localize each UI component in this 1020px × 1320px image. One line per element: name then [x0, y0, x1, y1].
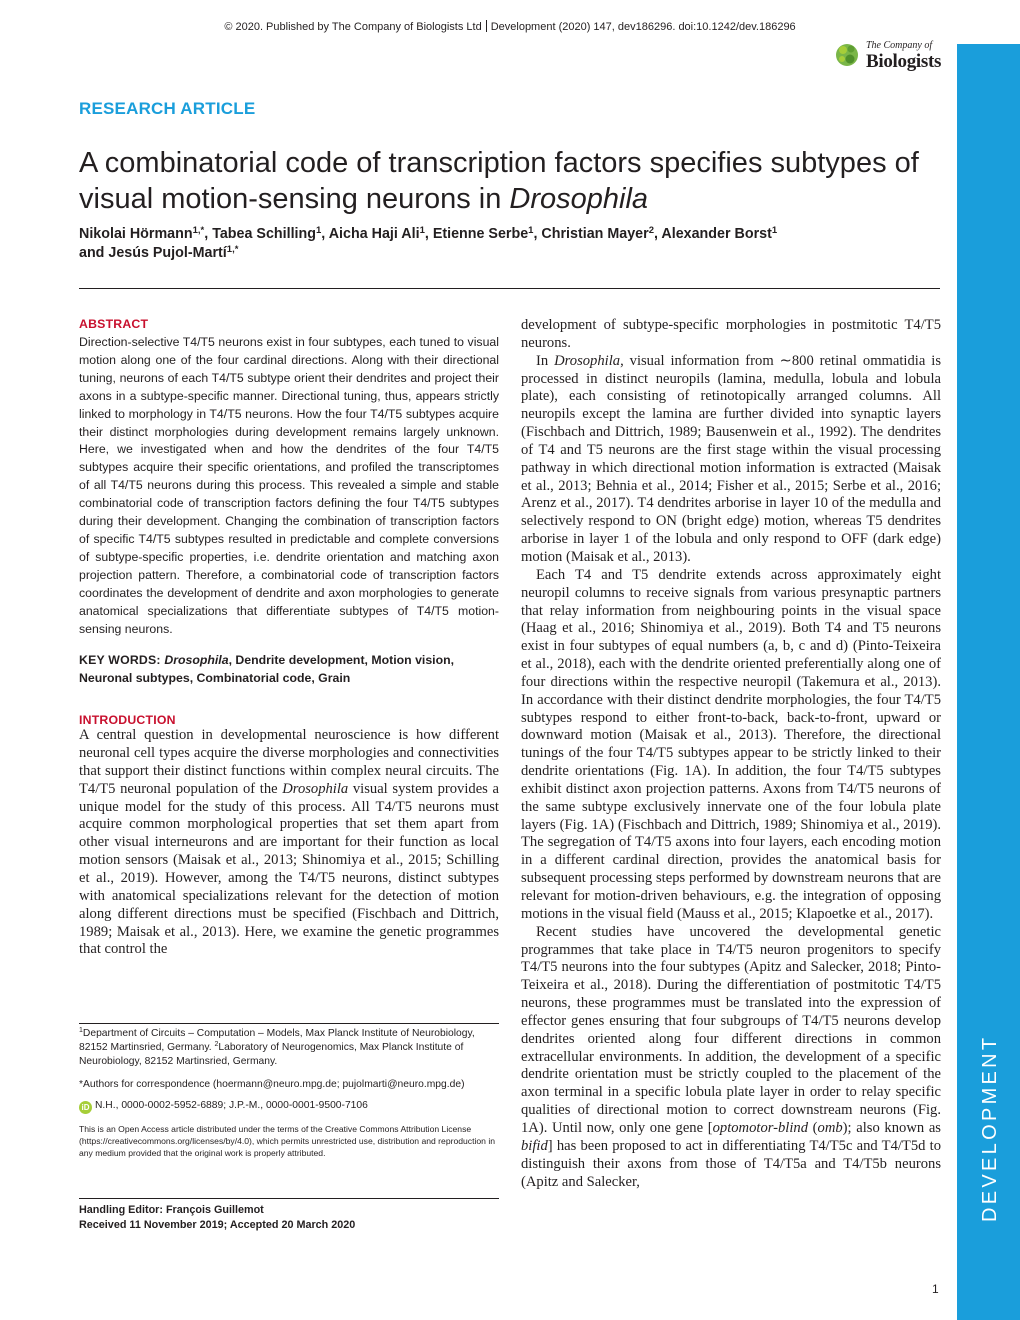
- correspondence[interactable]: *Authors for correspondence (hoermann@neuro.mpg.de; pujolmarti@neuro.mpg.de): [79, 1079, 465, 1090]
- body-text: (: [808, 1119, 818, 1136]
- affiliations: [79, 1027, 499, 1069]
- author-affiliation: 1,*: [226, 244, 239, 255]
- author-name[interactable]: Tabea Schilling: [212, 226, 316, 242]
- affiliation-2: Laboratory of Neurogenomics, Max Planck Institute of Neurobiology, 82152 Martinsried, Germany.: [79, 1042, 464, 1067]
- author-affiliation: 1,*: [192, 225, 205, 236]
- orcid-line: [79, 1099, 499, 1114]
- editor-divider: [79, 1198, 499, 1199]
- keyword-species: Drosophila: [164, 653, 229, 668]
- body-paragraph-1: development of subtype-specific morphologies in postmitotic T4/T5 neurons.: [521, 317, 941, 351]
- gene-abbrev: omb: [817, 1119, 843, 1136]
- page-number: 1: [932, 1282, 939, 1296]
- abstract-text: Direction-selective T4/T5 neurons exist in four subtypes, each tuned to visual motion along one of the four cardinal directions. Along with their directional tuning, neurons of each T4/T5 subtype orient their dendrites and project their axons in a subtype-specific manner. Directional tuning, thus, appears strictly linked to morphology in T4/T5 neurons. How the four T4/T5 subtypes acquire their distinct morphologies during development remains largely unknown. Here, we investigated when and how the dendrites of the four T4/T5 subtypes acquire their specific orientations, and profiled the transcriptomes of all T4/T5 neurons during this process. This revealed a simple and stable combinatorial code of transcription factors defining the four T4/T5 subtypes during their development. Changing the combination of transcription factors of specific T4/T5 subtypes resulted in predictable and complete conversions of subtype-specific properties, i.e. dendrite orientation and matching axon projection pattern. Therefore, a combinatorial code of transcription factors coordinates the development of dendrite and axon morphologies to generate anatomical specializations that differentiate subtypes of T4/T5 motion-sensing neurons.: [79, 335, 499, 636]
- gene-alias: bifid: [521, 1137, 548, 1154]
- body-species: Drosophila: [554, 352, 621, 369]
- body-text: In: [536, 352, 555, 369]
- license-text: This is an Open Access article distributed under the terms of the Creative Commons Attribution License (https://creativecommons.org/licenses/by/4.0), which permits unrestricted use, distribution and reproduction in any medium provided that the original work is properly attributed.: [79, 1124, 496, 1158]
- author-separator: ,: [424, 226, 433, 242]
- affiliation-marker: 2: [214, 1041, 219, 1048]
- body-text: ] has been proposed to act in differentiating T4/T5c and T4/T5d to distinguish their axons from those of T4/T5a and T4/T5b neurons (Apitz and Salecker,: [521, 1137, 941, 1190]
- logo-text-main: Biologists: [866, 51, 942, 72]
- footnotes: [79, 1027, 499, 1159]
- right-column: [521, 317, 941, 1191]
- body-paragraph-4: [521, 924, 941, 1192]
- author-name[interactable]: Nikolai Hörmann: [79, 226, 193, 242]
- author-separator: ,: [653, 226, 662, 242]
- intro-text: A central question in developmental neuroscience is how different neuronal cell types acquire the diverse morphologies and connectivities that support their distinct functions within complex neural circuits. The T4/T5 neuronal population of the: [79, 727, 499, 797]
- keywords: [79, 652, 499, 688]
- orcid-ids[interactable]: N.H., 0000-0002-5952-6889; J.P.-M., 0000-0001-9500-7106: [95, 1100, 368, 1111]
- body-text: Recent studies have uncovered the developmental genetic programmes that take place in T4/T5 neuron progenitors to specify T4/T5 neurons into the four subtypes (Apitz and Salecker, 2018; Pinto-Teixeira et al., 2018). During the differentiation of postmitotic T4/T5 neurons, these programmes must be translated into the expression of effector genes ensuring that four subgroups of T4/T5 neurons develop dendrites oriented along four different directions in common extracellular environments. In addition, the development of a specific dendrite orientation must be strictly coupled to the placement of the axon terminal in a specific lobula plate layer in order to relay specific qualities of directional motion to correct downstream neurons (Fig. 1A). Until now, only one gene [: [521, 923, 941, 1136]
- header-divider: [79, 288, 940, 289]
- footnote-divider: [79, 1023, 499, 1024]
- received-accepted: Received 11 November 2019; Accepted 20 March 2020: [79, 1219, 356, 1231]
- author-separator: ,: [533, 226, 542, 242]
- author-name[interactable]: Jesús Pujol-Martí: [108, 245, 227, 261]
- body-text: ); also known as: [842, 1119, 941, 1136]
- citation-line: [0, 20, 1020, 33]
- citation-divider: [486, 20, 487, 32]
- sidebar-label-text: DEVELOPMENT: [979, 1034, 1001, 1222]
- orcid-icon[interactable]: iD: [79, 1101, 92, 1114]
- author-affiliation: 1: [528, 225, 534, 236]
- article-title: [79, 145, 939, 217]
- introduction-heading: INTRODUCTION: [79, 713, 176, 728]
- keywords-label: KEY WORDS:: [79, 653, 165, 668]
- editorial-info: [79, 1203, 499, 1233]
- intro-species: Drosophila: [282, 780, 349, 797]
- author-name[interactable]: Aicha Haji Ali: [328, 226, 420, 242]
- left-column: [79, 317, 499, 959]
- author-name[interactable]: Etienne Serbe: [432, 226, 529, 242]
- abstract-heading: ABSTRACT: [79, 317, 149, 331]
- intro-text-cont: visual system provides a unique model for the study of this process. All T4/T5 neurons must acquire common morphological properties that set them apart from other visual interneurons and are important for their function as local motion sensors (Maisak et al., 2013; Shinomiya et al., 2015; Schilling et al., 2019). However, among the T4/T5 neurons, distinct subtypes with anatomical specializations relevant for the detection of motion along different directions must be specified (Fischbach and Dittrich, 1989; Maisak et al., 2013). Here, we examine the genetic programmes that control the: [79, 780, 500, 958]
- gene-name: optomotor-blind: [712, 1119, 808, 1136]
- keywords-list: , Dendrite development, Motion vision, Neuronal subtypes, Combinatorial code, Grain: [79, 653, 455, 686]
- logo-text-top: The Company of: [866, 40, 933, 51]
- author-name[interactable]: Christian Mayer: [541, 226, 649, 242]
- journal-citation: Development (2020) 147, dev186296. doi:10.1242/dev.186296: [490, 21, 796, 33]
- body-paragraph-2: [521, 353, 941, 567]
- publisher-logo[interactable]: [834, 38, 954, 72]
- introduction-paragraph: [79, 727, 499, 959]
- body-paragraph-3: Each T4 and T5 dendrite extends across approximately eight neuropil columns to receive signals from various presynaptic partners that relay information from neighbouring points in the visual space (Haag et al., 2016; Shinomiya et al., 2019). Both T4 and T5 neurons exist in four subtypes of equal numbers (a, b, c and d) (Pinto-Teixeira et al., 2018), each with the dendrite oriented preferentially along one of four directions within the respective neuropil (Takemura et al., 2013). In accordance with their distinct dendrite morphologies, the four T4/T5 subtypes respond to either front-to-back, back-to-front, upward or downward motion (Maisak et al., 2013). Therefore, the directional tunings of the four T4/T5 subtypes appear to be strictly linked to their dendrite orientations (Fig. 1A). In addition, the four T4/T5 subtypes exhibit distinct axon projection patterns. Axons from T4/T5 neurons of the same subtype exclusively innervate one of the four lobula plate layers (Fig. 1A) (Fischbach and Dittrich, 1989; Shinomiya et al., 2019). The segregation of T4/T5 axons into four layers, each encoding motion in a different cardinal direction, provides the anatomical basis for subsequent processing steps performed by downstream neurons that are relevant for motion-driven behaviours, e.g. the integration of opposing motions in the visual field (Mauss et al., 2015; Klapoetke et al., 2017).: [521, 566, 941, 922]
- affiliation-1: Department of Circuits – Computation – Models, Max Planck Institute of Neurobiology, 82152 Martinsried, Germany.: [79, 1028, 475, 1053]
- title-species: Drosophila: [509, 183, 649, 215]
- biologists-leaf-logo-icon: [834, 40, 860, 70]
- title-text: A combinatorial code of transcription factors specifies subtypes of visual motion-sensing neurons in: [79, 147, 919, 215]
- author-affiliation: 1: [419, 225, 425, 236]
- affiliation-marker: 1: [79, 1027, 83, 1034]
- sidebar-journal-label: [955, 1034, 1001, 1222]
- author-list: [79, 225, 939, 263]
- author-separator: ,: [321, 226, 329, 242]
- author-separator: ,: [204, 226, 213, 242]
- author-affiliation: 1: [316, 225, 322, 236]
- author-name[interactable]: Alexander Borst: [661, 226, 772, 242]
- article-type: RESEARCH ARTICLE: [79, 99, 256, 118]
- author-affiliation: 2: [648, 225, 654, 236]
- copyright-text: © 2020. Published by The Company of Biologists Ltd: [224, 21, 482, 33]
- body-text-cont: , visual information from ∼800 retinal ommatidia is processed in distinct neuropils (lamina, medulla, lobula and lobula plate), each consisting of retinotopically arranged columns. All neuropils except the lamina are further divided into synaptic layers (Fischbach and Dittrich, 1989; Bausenwein et al., 1992). The dendrites of T4 and T5 neurons are the first stage within the visual processing pathway in which directional motion information is extracted (Maisak et al., 2013; Behnia et al., 2014; Fisher et al., 2015; Serbe et al., 2016; Arenz et al., 2017). T4 dendrites arborise in layer 10 of the medulla and selectively respond to ON (bright edge) motion, whereas T5 dendrites arborise in layer 1 of the lobula and only respond to OFF (dark edge) motion (Maisak et al., 2013).: [521, 352, 941, 565]
- author-conjunction: and: [79, 245, 109, 261]
- author-affiliation: 1: [771, 225, 778, 236]
- handling-editor: Handling Editor: François Guillemot: [79, 1204, 264, 1216]
